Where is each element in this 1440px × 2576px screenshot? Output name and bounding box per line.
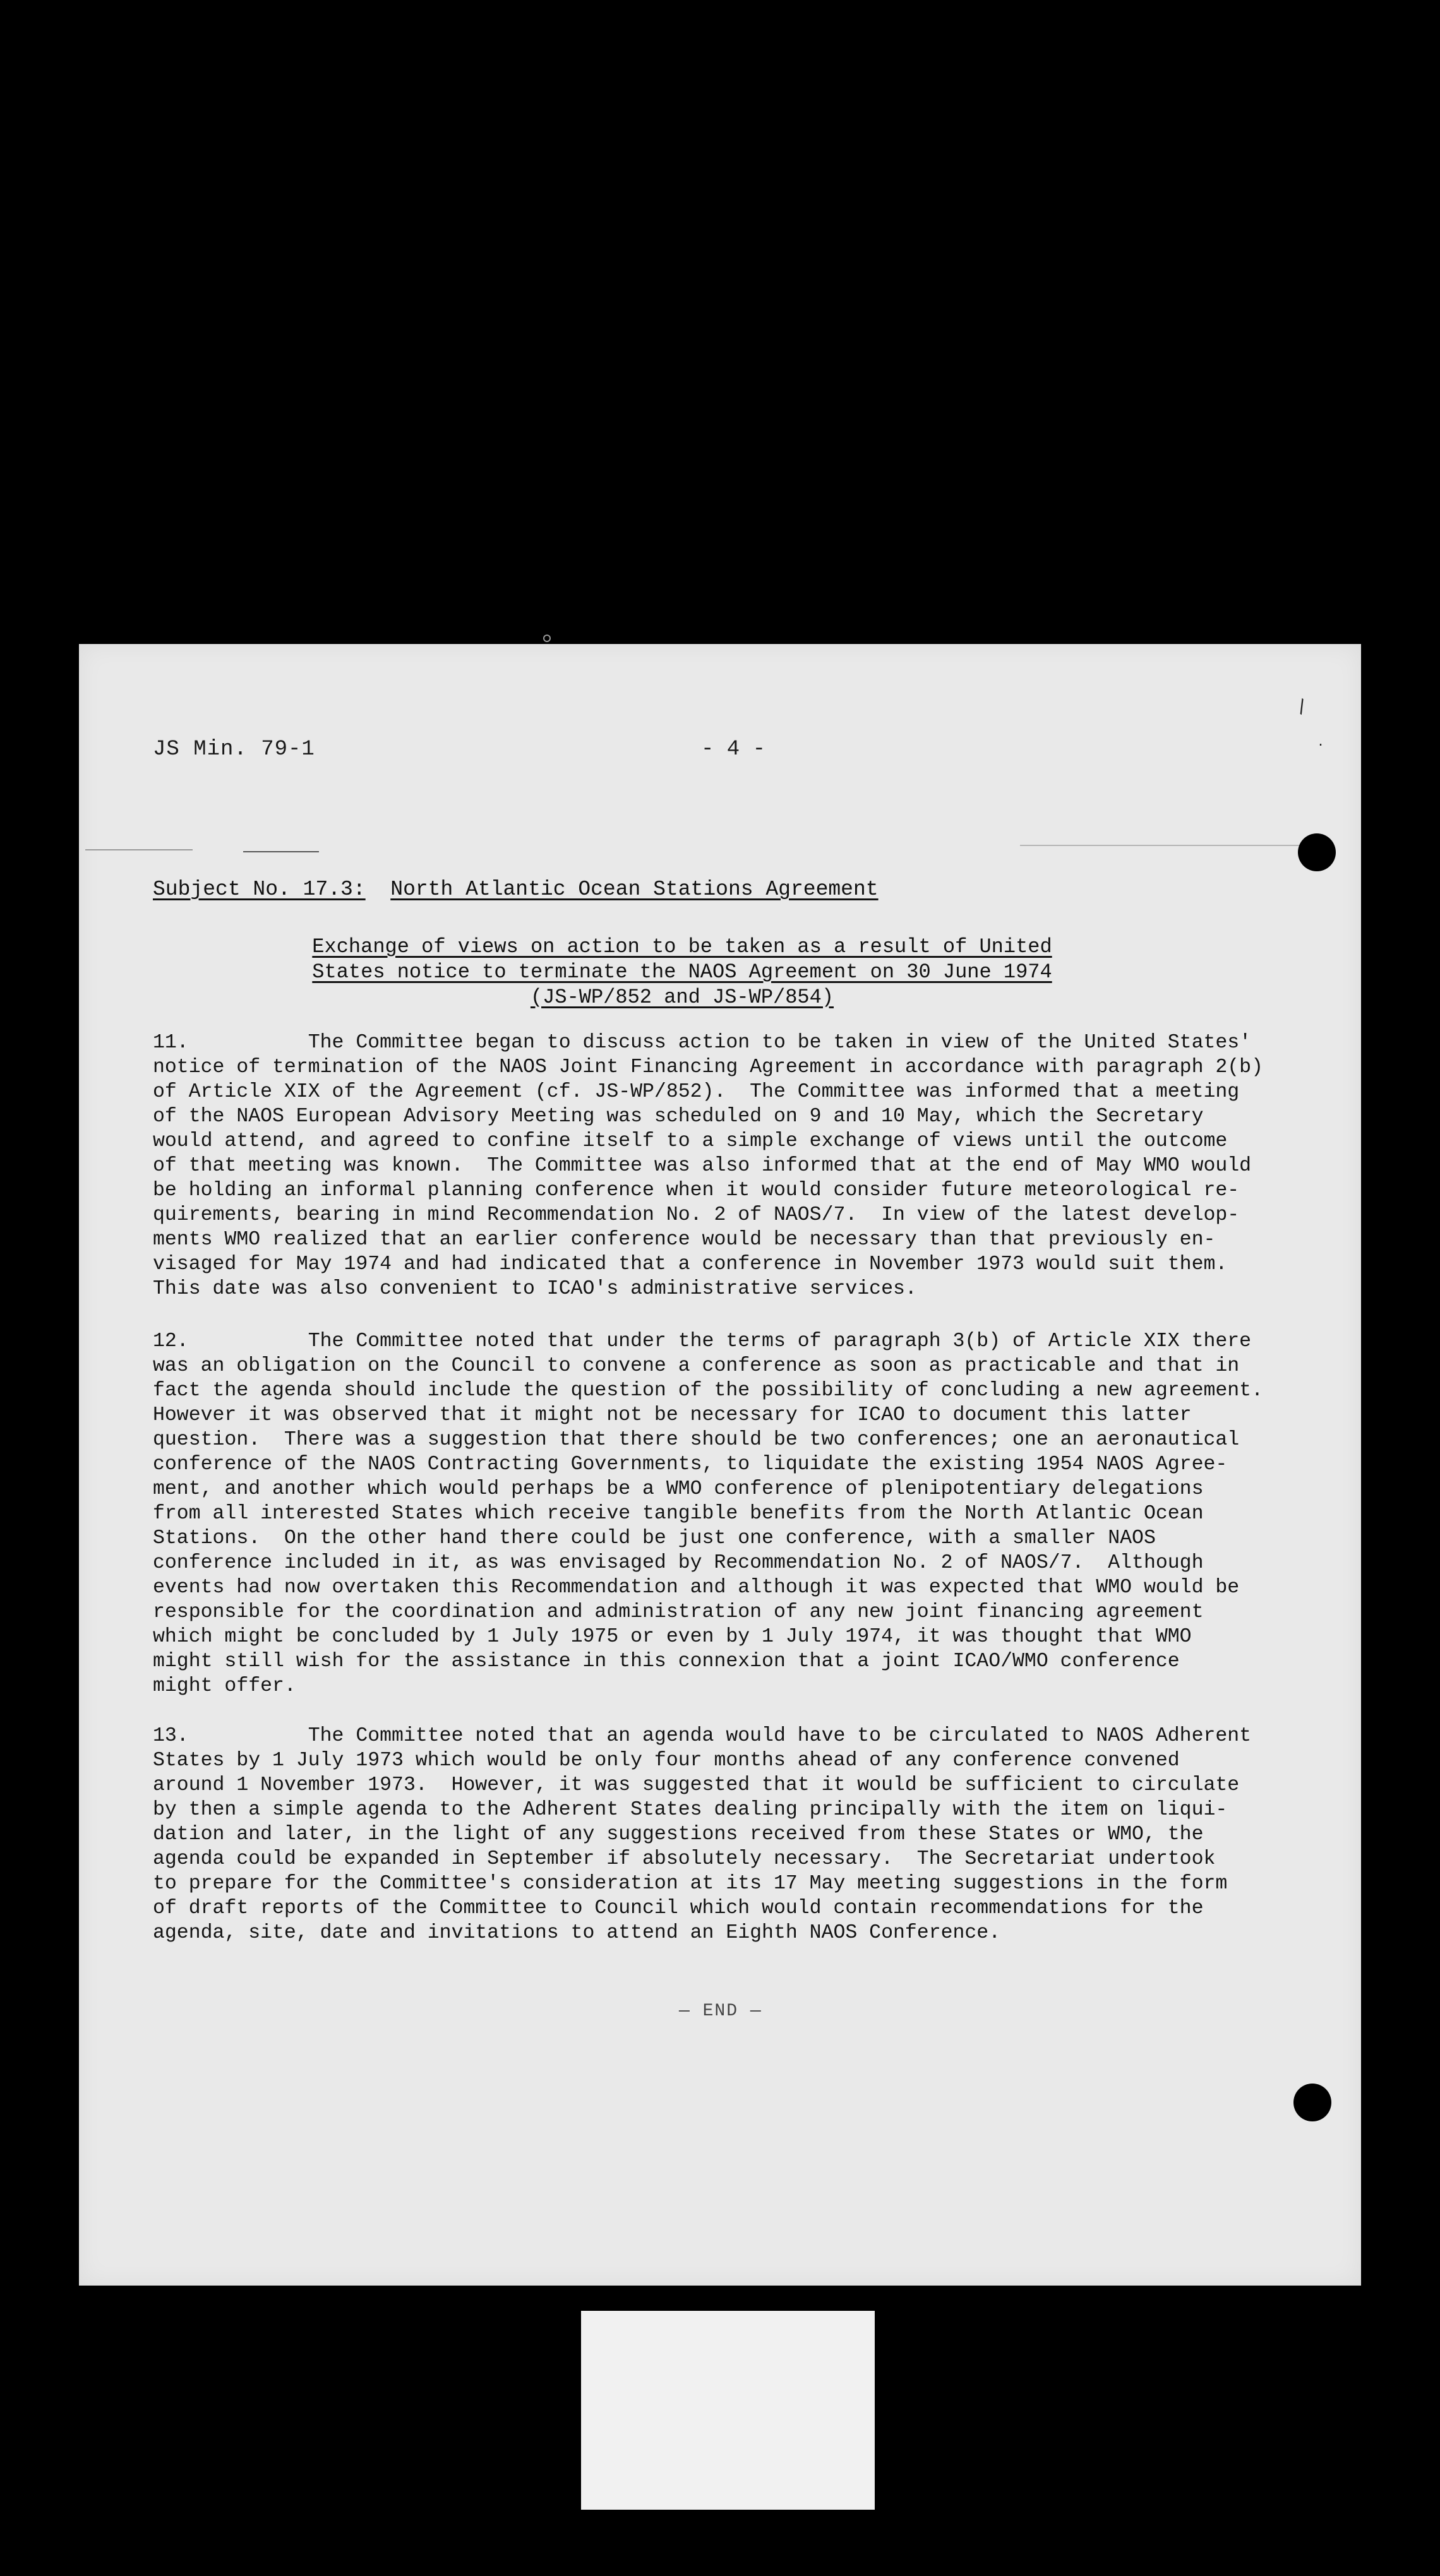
paragraph-line: of draft reports of the Committee to Council which would contain recommendations for the [153,1897,1204,1919]
scan-line-left [85,849,193,850]
paragraph-line: ment, and another which would perhaps be a WMO conference of plenipotentiary delegations [153,1478,1204,1500]
paragraph-line: was an obligation on the Council to convene a conference as soon as practicable and that in [153,1355,1240,1377]
punch-hole-bottom [1293,2084,1331,2121]
paragraph-line: However it was observed that it might not be necessary for ICAO to document this latter [153,1404,1192,1426]
paragraph-line: of the NAOS European Advisory Meeting was scheduled on 9 and 10 May, which the Secretary [153,1106,1204,1128]
end-marker: — END — [679,2001,762,2021]
heading-line-1: Exchange of views on action to be taken as a result of United [312,935,1052,958]
paragraph-line: would attend, and agreed to confine itself to a simple exchange of views until the outcome [153,1130,1228,1152]
paragraph-line: dation and later, in the light of any suggestions received from these States or WMO, the [153,1823,1204,1846]
paragraph-line: around 1 November 1973. However, it was suggested that it would be sufficient to circulate [153,1774,1240,1796]
paragraph-11 [153,1030,1391,1301]
heading-line-2: States notice to terminate the NAOS Agreement on 30 June 1974 [312,960,1052,984]
section-heading [287,934,1077,1010]
paragraph-line: responsible for the coordination and administration of any new joint financing agreement [153,1601,1204,1623]
paragraph-line: notice of termination of the NAOS Joint Financing Agreement in accordance with paragraph 2(b) [153,1056,1263,1078]
scan-line-right [1020,845,1317,846]
paragraph-13 [153,1724,1391,1945]
paragraph-line: 12. The Committee noted that under the terms of paragraph 3(b) of Article XIX there [153,1330,1252,1352]
paragraph-line: which might be concluded by 1 July 1975 or even by 1 July 1974, it was thought that WMO [153,1626,1192,1648]
document-reference: JS Min. 79-1 [153,737,315,761]
page-number: - 4 - [701,737,766,761]
paragraph-line: of that meeting was known. The Committee was also informed that at the end of May WMO would [153,1155,1252,1177]
paragraph-line: be holding an informal planning conference when it would consider future meteorological re- [153,1179,1240,1202]
punch-hole-top [1298,833,1336,871]
paragraph-line: conference of the NAOS Contracting Governments, to liquidate the existing 1954 NAOS Agree- [153,1453,1228,1476]
paragraph-line: This date was also convenient to ICAO's administrative services. [153,1278,917,1300]
paragraph-12 [153,1329,1391,1698]
paragraph-line: might still wish for the assistance in this connexion that a joint ICAO/WMO conference [153,1650,1180,1673]
paragraph-line: might offer. [153,1675,296,1697]
paragraph-line: by then a simple agenda to the Adherent States dealing principally with the item on liqui- [153,1799,1228,1821]
paragraph-line: events had now overtaken this Recommendation and although it was expected that WMO would be [153,1577,1240,1599]
paragraph-line: fact the agenda should include the question of the possibility of concluding a new agreement. [153,1380,1263,1402]
ink-mark: . [1317,736,1325,750]
paragraph-line: question. There was a suggestion that there should be two conferences; one an aeronautical [153,1429,1240,1451]
paragraph-line: of Article XIX of the Agreement (cf. JS-WP/852). The Committee was informed that a meeting [153,1081,1240,1103]
paragraph-line: to prepare for the Committee's consideration at its 17 May meeting suggestions in the form [153,1873,1228,1895]
paragraph-line: conference included in it, as was envisaged by Recommendation No. 2 of NAOS/7. Although [153,1552,1204,1574]
subject-label: Subject No. 17.3: [153,878,366,901]
paragraph-line: States by 1 July 1973 which would be only four months ahead of any conference convened [153,1750,1180,1772]
paragraph-line: Stations. On the other hand there could be just one conference, with a smaller NAOS [153,1527,1156,1549]
ink-mark: \ [1289,696,1312,721]
paragraph-line: visaged for May 1974 and had indicated that a conference in November 1973 would suit them. [153,1253,1228,1275]
paragraph-line: ments WMO realized that an earlier conference would be necessary than that previously en- [153,1229,1216,1251]
paragraph-line: quirements, bearing in mind Recommendation No. 2 of NAOS/7. In view of the latest develop- [153,1204,1240,1226]
blank-card [581,2311,875,2510]
document-page [79,644,1361,2286]
subject-line [153,878,879,901]
paragraph-line: 13. The Committee noted that an agenda would have to be circulated to NAOS Adherent [153,1725,1252,1747]
scan-speck [543,635,551,642]
paragraph-line: from all interested States which receive tangible benefits from the North Atlantic Ocean [153,1503,1204,1525]
paragraph-line: agenda could be expanded in September if absolutely necessary. The Secretariat undertook [153,1848,1216,1870]
subject-title: North Atlantic Ocean Stations Agreement [390,878,879,901]
paragraph-line: agenda, site, date and invitations to attend an Eighth NAOS Conference. [153,1922,1001,1944]
heading-line-3: (JS-WP/852 and JS-WP/854) [530,986,834,1009]
header-rule [243,851,319,852]
paragraph-line: 11. The Committee began to discuss action to be taken in view of the United States' [153,1032,1252,1054]
